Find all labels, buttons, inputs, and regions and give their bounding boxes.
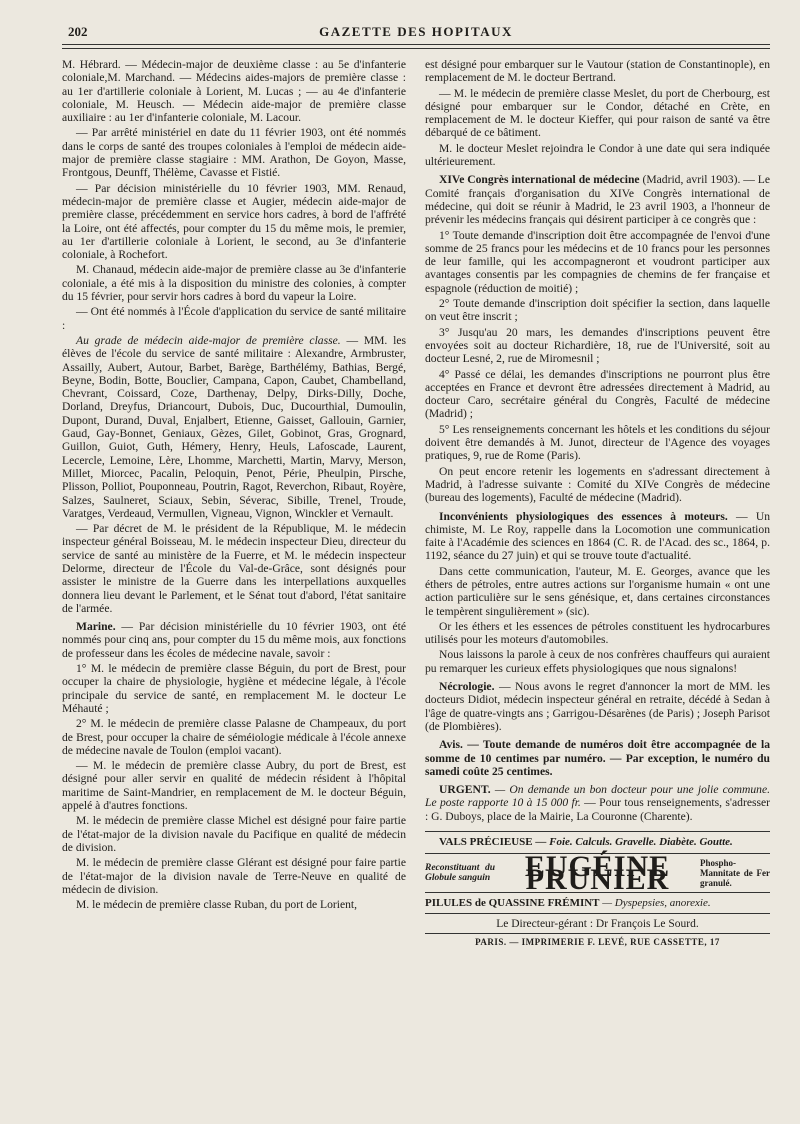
imprimerie: PARIS. — IMPRIMERIE F. LEVÉ, RUE CASSETTE, 17	[425, 933, 770, 949]
ad-prunier-name: EUGÉINE PRUNIER	[524, 850, 671, 897]
paragraph: Nous laissons la parole à ceux de nos confrères chauffeurs qui auraient pu remarquer les curieux effets physiologiques que nous signalons!	[425, 648, 770, 675]
section-heading: XIVe Congrès international de médecine	[439, 173, 640, 187]
publication-title: GAZETTE DES HOPITAUX	[319, 24, 513, 39]
paragraph: 2° M. le médecin de première classe Palasne de Champeaux, du port de Brest, pour occuper la chaire de séméiologie médicale à l'école annexe de médecine navale de Toulon (emploi vacant).	[62, 717, 406, 757]
paragraph	[62, 334, 406, 520]
paragraph	[425, 510, 770, 563]
paragraph-text: — Un chimiste, M. Le Roy, rappelle dans la Locomotion une communication faite à l'Académie des sciences en 1864 (C. R. de l'Acad. des sc., 1864, p. 1192, séance du 27 juin) et qui se trouve toute d'actualité.	[425, 509, 771, 563]
header-rule	[62, 44, 770, 49]
section-heading: Inconvénients physiologiques des essences à moteurs.	[439, 509, 728, 523]
paragraph: — Par décret de M. le président de la République, M. le médecin inspecteur général Boisseau, M. le médecin inspecteur Dieu, directeur du service de santé au ministère de la Fuerre, et M. le médecin inspecteur Delorme, directeur de l'École du Val-de-Grâce, sont désignés pour assister le ministre de la Guerre dans les interpellations auxquelles donnera lieu devant le Parlement, et le Sénat tout d'abord, l'état sanitaire de l'armée.	[62, 522, 406, 615]
ad-indications: — Foie. Calculs. Gravelle. Diabète. Goutte.	[532, 836, 733, 849]
ad-text	[425, 836, 770, 849]
paragraph	[425, 783, 770, 823]
paragraph	[425, 680, 770, 733]
paragraph: M. le médecin de première classe Glérant est désigné pour faire partie de l'état-major de la division navale de Terre-Neuve en qualité de médecin de division.	[62, 856, 406, 896]
paragraph: On peut encore retenir les logements en s'adressant directement à Madrid, à l'adresse suivante : Comité du XIVe Congrès de médecine (bureau des logements), Faculté de médecine (Madrid).	[425, 464, 770, 505]
paragraph	[425, 173, 770, 226]
ad-pilules-brand: PILULES de QUASSINE FRÉMINT	[425, 897, 600, 910]
paragraph-text: — MM. les élèves de l'école du service de santé militaire : Alexandre, Armbruster, Assailly, Aubert, Autour, Barbet, Barège, Barthélémy, Bathias, Bergé, Beyne, Bodin, Botte, Bouclier, Campana, Capon, Caubet, Chambelland, Chevrant, Coissard, Coze, Darthenay, Delpy, Dirks-Dilly, Doche, Dorland, Dreyfus, Driancourt, Dubois, Duc, Ducourthial, Dumoulin, Dupont, Durand, Duval, Enjalbert, Etienne, Gaisset, Gallouin, Garnier, Gaud, Gay-Bonnet, Geniaux, Gèzes, Gilet, Gobinot, Gras, Grognard, Guillon, Guiot, Guth, Hémery, Henry, Heuls, Lafoscade, Laurent, Lecercle, Lemoine, Lère, Lhomme, Marchetti, Martin, Marvy, Merson, Millet, Miorcec, Pacalin, Peloquin, Penot, Périe, Pheulpin, Pirsche, Plisson, Polliot, Pouponneau, Poutrin, Ragot, Reverchon, Ribaut, Royère, Salzes, Saulneret, Sciaux, Sebin, Séverac, Sibille, Trenel, Troude, Varatges, Verdeaud, Vermullen, Vigneau, Vignon, Winckler et Vernault.	[62, 333, 406, 520]
section-heading: Nécrologie.	[439, 680, 495, 694]
paragraph-text: — Par décision ministérielle du 10 février 1903, ont été nommés pour cinq ans, pour compter du 15 du même mois, aux fonctions de professeur dans les écoles de médecine navale, savoir :	[62, 620, 406, 660]
paragraph-text: (Madrid, avril 1903). — Le Comité français d'organisation du XIVe Congrès international de médecine, qui doit se réunir à Madrid, le 23 avril 1903, a l'honneur de prévenir les médecins français qui désirent participer à ce congrès que :	[425, 173, 771, 227]
paragraph: M. le docteur Meslet rejoindra le Condor à une date qui sera indiquée ultérieurement.	[425, 141, 770, 169]
paragraph: 2° Toute demande d'inscription doit spécifier la section, dans laquelle on veut être inscrit ;	[425, 297, 770, 324]
ad-prunier-left: Reconstituant du Globule sanguin	[425, 863, 495, 884]
paragraph: 5° Les renseignements concernant les hôtels et les conditions du séjour doivent être demandés à M. Junot, directeur de l'Agence des voyages pratiques, 9, rue de Rome (Paris).	[425, 422, 770, 463]
paragraph: 1° M. le médecin de première classe Béguin, du port de Brest, pour occuper la chaire de physiologie, hygiène et médecine légale, à l'école principale du service de santé, en remplacement M. le docteur Le Méhauté ;	[62, 662, 406, 715]
paragraph: M. le médecin de première classe Ruban, du port de Lorient,	[76, 898, 358, 912]
directeur-gerant: Le Directeur-gérant : Dr François Le Sourd.	[425, 913, 770, 931]
advertisement-vals	[425, 831, 770, 849]
advertisement-prunier	[425, 850, 770, 897]
page-number: 202	[68, 24, 88, 39]
paragraph: M. Chanaud, médecin aide-major de première classe au 3e d'infanterie coloniale, a été mis à la disposition du ministre des colonies, à compter du 15 février, pour servir hors cadres à bord du vapeur la Loire.	[62, 263, 406, 304]
paragraph	[62, 620, 406, 660]
paragraph: 1° Toute demande d'inscription doit être accompagnée de l'envoi d'une somme de 25 francs pour les médecins et de 10 francs pour les personnes de leur famille, qui les accompagneront et voudront participer aux avantages consentis par les compagnies de chemins de fer française et espagnole (réduction de moitié) ;	[425, 228, 770, 295]
paragraph: M. Hébrard. — Médecin-major de deuxième classe : au 5e d'infanterie coloniale,M. Marchand. — Médecins aides-majors de première classe : au 1er d'artillerie coloniale à Lorient, M. Lucas ; — au 4e d'infanterie coloniale, M. Heusch. — Médecin aide-major de première classe auxiliaire : au 1er d'infanterie coloniale, M. Lacour.	[62, 58, 406, 125]
paragraph: — Ont été nommés à l'École d'application du service de santé militaire :	[62, 305, 406, 332]
paragraph-text: — Nous avons le regret d'annoncer la mort de MM. les docteurs Didiot, médecin inspecteur général en retraite, décédé à Sedan à l'âge de quatre-vingts ans ; Garrigou-Désarènes (de Paris) ; Joseph Parisot (de Plombières).	[425, 680, 770, 733]
grade-heading: Au grade de médecin aide-major de première classe.	[76, 333, 341, 347]
paragraph: — M. le médecin de première classe Meslet, du port de Cherbourg, est désigné pour embarquer sur le Condor, détaché en Crète, en remplacement de M. le docteur Kieffer, qui pour raison de santé va être débarqué de ce bâtiment.	[425, 86, 770, 140]
paragraph: M. le médecin de première classe Michel est désigné pour faire partie de l'état-major de la division navale du Pacifique en qualité de médecin de division.	[62, 814, 406, 854]
paragraph: — M. le médecin de première classe Aubry, du port de Brest, est désigné pour aller servir en qualité de médecin résident à l'hôpital maritime de Saint-Mandrier, en remplacement de M. le docteur Béguin, appelé à d'autres fonctions.	[62, 759, 406, 813]
paragraph: 3° Jusqu'au 20 mars, les demandes d'inscriptions peuvent être envoyées soit au docteur Richardière, 18, rue de l'Université, soit au docteur Lesné, 2, rue de Miromesnil ;	[425, 325, 770, 366]
paragraph: Dans cette communication, l'auteur, M. E. Georges, avance que les éthers de pétroles, entre autres actions sur l'organisme humain « ont une action particulière sur le sens génésique, et, dans certaines circonstances le tempèrent singulièrement » (sic).	[425, 564, 770, 618]
paragraph: — Par décision ministérielle du 10 février 1903, MM. Renaud, médecin-major de première classe et Augier, médecin aide-major de première classe, précédemment en service hors cadres, à bord de l'affrété la Loire, ont été affectés, pour compter du 15 du même mois, le premier, au 1er d'artillerie coloniale à Lorient, le second, au 3e d'infanterie coloniale, à Rochefort.	[62, 181, 406, 262]
right-column	[425, 58, 770, 951]
notice-paragraph: Avis. — Toute demande de numéros doit être accompagnée de la somme de 10 centimes par numéro. — Par exception, le numéro du samedi coûte 25 centimes.	[425, 738, 770, 778]
paragraph: 4° Passé ce délai, les demandes d'inscriptions ne pourront plus être acceptées en France et devront être adressées directement à Madrid, au docteur Caro, secrétaire général du Congrès, Faculté de médecine (Madrid) ;	[425, 367, 770, 421]
left-column	[62, 58, 406, 913]
paragraph: est désigné pour embarquer sur le Vautour (station de Constantinople), en remplacement de M. le docteur Bertrand.	[425, 58, 770, 85]
paragraph: Or les éthers et les essences de pétroles constituent les hydrocarbures utilisés pour les moteurs d'automobiles.	[425, 619, 770, 647]
paragraph-text: — Pour tous renseignements, s'adresser : G. Duboys, place de la Mairie, La Couronne (Charente).	[425, 796, 770, 823]
ad-brand: VALS PRÉCIEUSE	[439, 836, 533, 849]
paragraph-italic: — On demande un bon docteur pour une jolie commune. Le poste rapporte 10 à 15 000 fr.	[425, 783, 770, 810]
ad-pilules-indications: — Dyspepsies, anorexie.	[599, 897, 711, 910]
ad-prunier-right: Phospho-Mannitate de Fer granulé.	[700, 858, 770, 889]
section-heading: URGENT.	[439, 783, 491, 797]
section-heading: Marine.	[76, 620, 116, 634]
paragraph: — Par arrêté ministériel en date du 11 février 1903, ont été nommés dans le corps de santé des troupes coloniales à l'emploi de médecin aide-major de première classe stagiaire : MM. Arathon, De Goyon, Masse, Frontgous, Deunff, Thélème, Cavasse et Fistié.	[62, 126, 406, 180]
advertisement-pilules	[425, 897, 770, 910]
